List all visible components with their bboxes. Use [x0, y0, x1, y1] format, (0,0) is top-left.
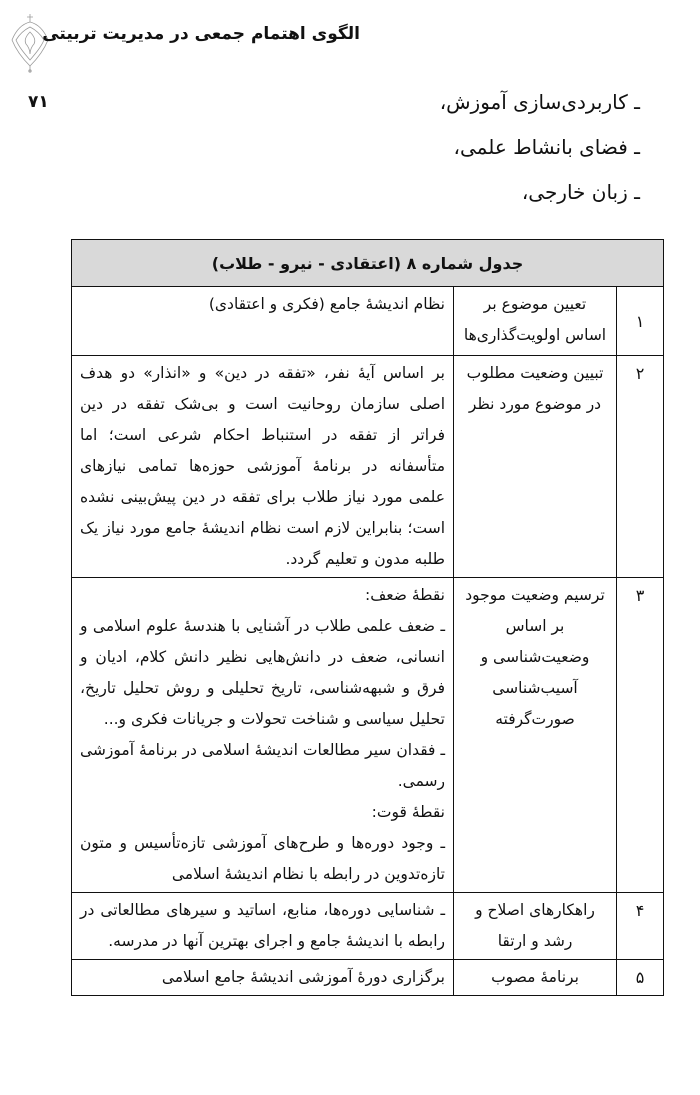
- row-number: ۲: [617, 356, 664, 578]
- running-title: الگوی اهتمام جمعی در مدیریت تربیتی: [42, 24, 360, 44]
- table-row: [72, 578, 664, 893]
- row-description: [72, 356, 454, 578]
- table-title-row: [72, 240, 664, 287]
- row-description: [72, 893, 454, 960]
- row-topic: تعیین موضوع بر اساس اولویت‌گذاری‌ها: [454, 287, 617, 356]
- bullet-item: ـ زبان خارجی،: [521, 180, 640, 204]
- description-line: ـ ضعف علمی طلاب در آشنایی با هندسهٔ علوم اسلامی و انسانی، ضعف در دانش‌هایی نظیر دانش کلام، ادیان و فرق و شبهه‌شناسی، تاریخ تحلیلی و روش تحلیل تاریخ، تحلیل سیاسی و شناخت تحولات و جریانات فکری و...: [80, 617, 445, 728]
- table-8: [71, 239, 664, 996]
- row-description: [72, 578, 454, 893]
- table-row: [72, 960, 664, 996]
- row-description: [72, 960, 454, 996]
- row-number: ۴: [617, 893, 664, 960]
- row-number: ۳: [617, 578, 664, 893]
- bullet-list: [440, 80, 640, 215]
- description-line: نظام اندیشهٔ جامع (فکری و اعتقادی): [208, 295, 445, 313]
- table-title: جدول شماره ۸ (اعتقادی - نیرو - طلاب): [72, 240, 664, 287]
- description-line: ـ وجود دوره‌ها و طرح‌های آموزشی تازه‌تأسیس و متون تازه‌تدوین در رابطه با نظام اندیشهٔ اسلامی: [80, 834, 445, 883]
- strength-heading: نقطهٔ قوت:: [371, 803, 445, 821]
- weakness-heading: نقطهٔ ضعف:: [364, 586, 445, 604]
- table-row: [72, 893, 664, 960]
- description-line: بر اساس آیهٔ نفر، «تفقه در دین» و «انذار» دو هدف اصلی سازمان روحانیت است و بی‌شک تفقه در دین فراتر از تفقه در استنباط احکام شرعی است؛ اما متأسفانه در برنامهٔ آموزشی حوزه‌ها تمامی نیازهای علمی مورد نیاز طلاب برای تفقه در دین پیش‌بینی نشده است؛ بنابراین لازم است نظام اندیشهٔ جامع مورد نیاز یک طلبه مدون و تعلیم گردد.: [80, 364, 445, 568]
- page-number: ۷۱: [28, 92, 49, 112]
- description-line: برگزاری دورهٔ آموزشی اندیشهٔ جامع اسلامی: [161, 968, 445, 986]
- description-line: ـ فقدان سیر مطالعات اندیشهٔ اسلامی در برنامهٔ آموزشی رسمی.: [80, 741, 445, 790]
- table-row: [72, 356, 664, 578]
- table-row: [72, 287, 664, 356]
- row-description: [72, 287, 454, 356]
- row-number: ۱: [617, 287, 664, 356]
- description-line: ـ شناسایی دوره‌ها، منابع، اساتید و سیرهای مطالعاتی در رابطه با اندیشهٔ جامع و اجرای بهترین آنها در مدرسه.: [80, 901, 445, 950]
- row-topic: راهکارهای اصلاح و رشد و ارتقا: [454, 893, 617, 960]
- bullet-item: ـ فضای بانشاط علمی،: [453, 135, 640, 159]
- bullet-item: ـ کاربردی‌سازی آموزش،: [439, 90, 640, 114]
- row-topic: ترسیم وضعیت موجود بر اساس وضعیت‌شناسی و آسیب‌شناسی صورت‌گرفته: [454, 578, 617, 893]
- row-topic: برنامهٔ مصوب: [454, 960, 617, 996]
- row-number: ۵: [617, 960, 664, 996]
- row-topic: تبیین وضعیت مطلوب در موضوع مورد نظر: [454, 356, 617, 578]
